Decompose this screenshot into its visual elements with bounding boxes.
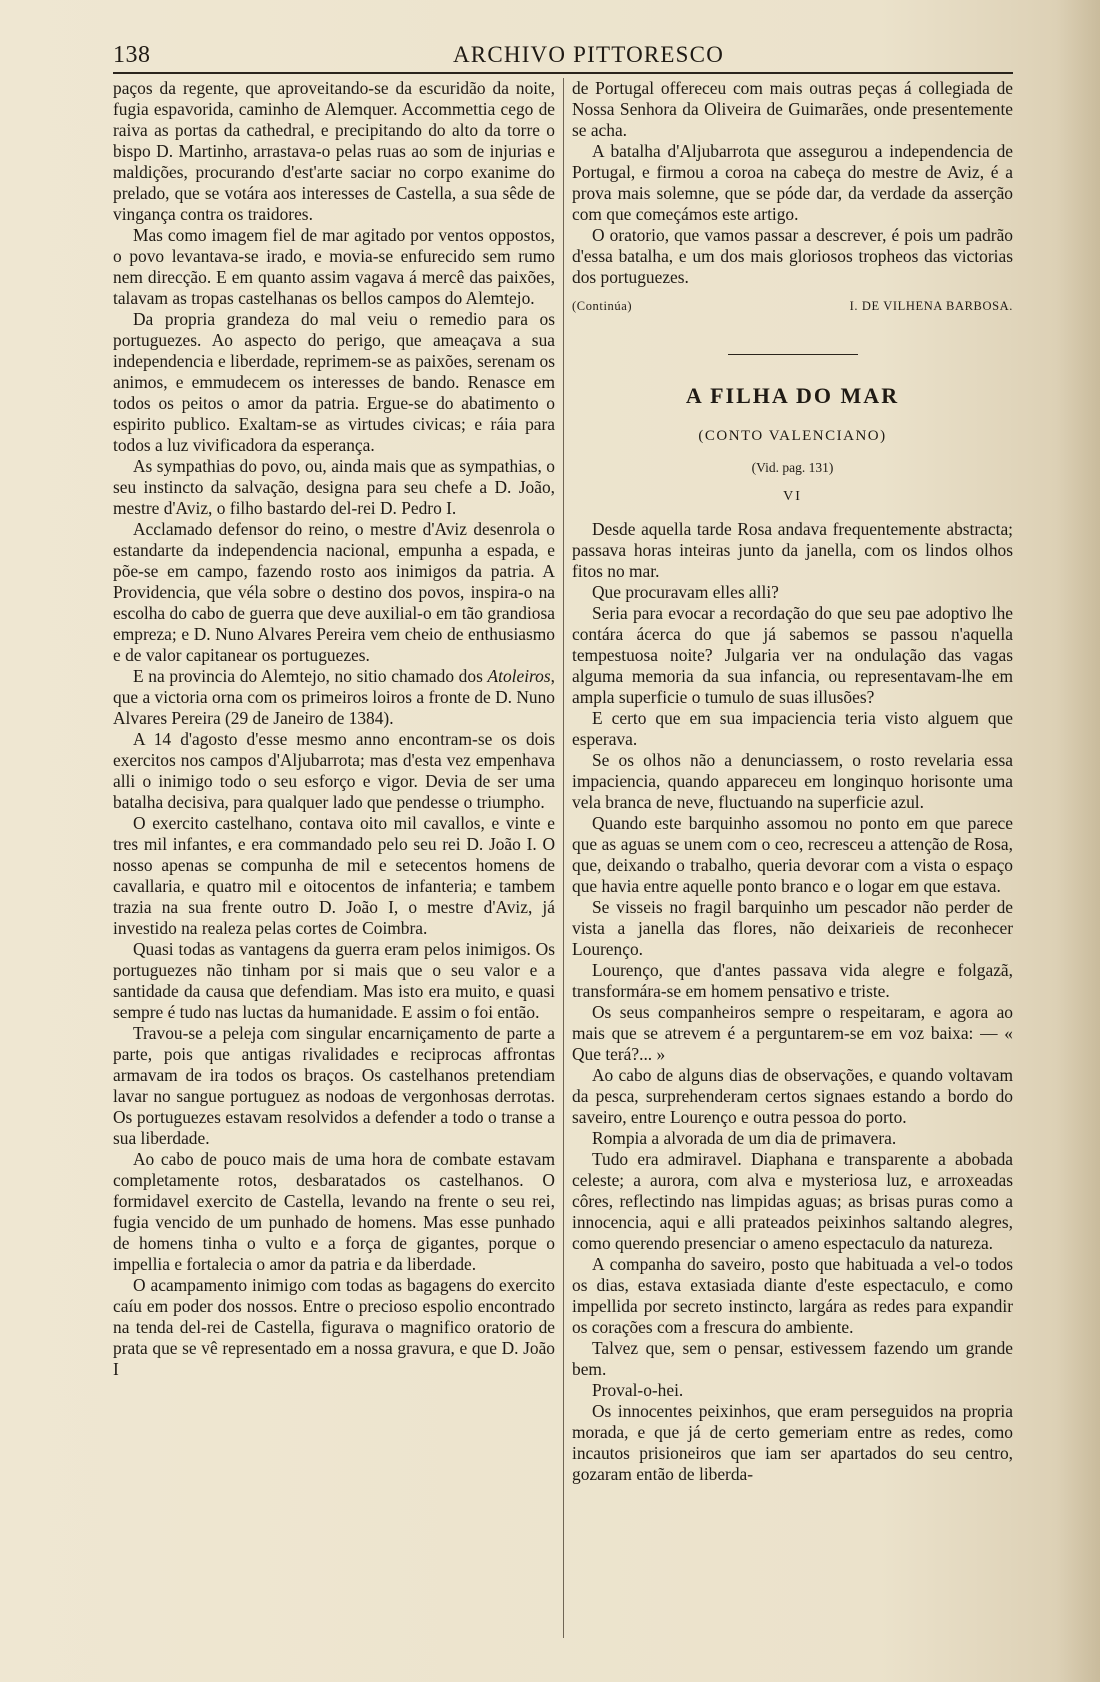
paragraph: Tudo era admiravel. Diaphana e transparente a abobada celeste; a aurora, com alva e mysteriosa luz, e arroxeadas côres, reflectindo nas limpidas aguas; as brisas puras como a innocencia, aqui e alli prateados peixinhos saltando alegres, como querendo presenciar o ameno espectaculo da natureza. [572, 1149, 1013, 1253]
page-number: 138 [113, 42, 151, 68]
paragraph: Os seus companheiros sempre o respeitaram, e agora ao mais que se atrevem é a perguntarem-se em voz baixa: — « Que terá?... » [572, 1002, 1013, 1064]
paragraph: Da propria grandeza do mal veiu o remedio para os portuguezes. Ao aspecto do perigo, que ameaçava a sua independencia e liberdade, reprimem-se as paixões, serenam os animos, e emmudecem os interesses de bando. Renasce em todos os peitos o amor da patria. Ergue-se do abatimento o espirito publico. Exaltam-se as virtudes civicas; e ráia para todos a luz vivificadora da esperança. [113, 309, 555, 455]
paragraph: paços da regente, que aproveitando-se da escuridão da noite, fugia espavorida, caminho de Alemquer. Accommettia cego de raiva as portas da cathedral, e precipitando do alto da torre o bispo D. Martinho, arrastava-o pelas ruas ao som de injurias e maldições, procurando d'est'arte saciar no corpo exanime do prelado, que se votára aos interesses de Castella, a sua sêde de vingança contra os traidores. [113, 78, 555, 224]
paragraph [113, 666, 555, 729]
paragraph: Se visseis no fragil barquinho um pescador não perder de vista a janella das flores, não deixarieis de reconhecer Lourenço. [572, 897, 1013, 959]
paragraph-text: , que a victoria orna com os primeiros loiros a fronte de D. Nuno Alvares Pereira (29 de Janeiro de 1384). [113, 666, 555, 728]
column-divider [563, 78, 564, 1638]
paragraph: Ao cabo de alguns dias de observações, e quando voltavam da pesca, surprehenderam certos signaes estando a bordo do saveiro, entre Lourenço e outra pessoa do porto. [572, 1065, 1013, 1127]
paragraph: Ao cabo de pouco mais de uma hora de combate estavam completamente rotos, desbaratados os castelhanos. O formidavel exercito de Castella, levando na frente o seu rei, fugia vencido de um punhado de homens. Mas esse punhado de homens tinha o vulto e a força de gigantes, porque o impellia e fortalecia o amor da patria e da liberdade. [113, 1149, 555, 1274]
paragraph: As sympathias do povo, ou, ainda mais que as sympathias, o seu instincto da salvação, designa para seu chefe a D. João, mestre d'Aviz, o filho bastardo del-rei D. Pedro I. [113, 456, 555, 518]
section-divider [728, 354, 858, 355]
paragraph: Proval-o-hei. [592, 1380, 684, 1400]
paragraph: O oratorio, que vamos passar a descrever, é pois um padrão d'essa batalha, e um dos mais gloriosos tropheos das victorias dos portuguezes. [572, 225, 1013, 287]
paragraph: Seria para evocar a recordação do que seu pae adoptivo lhe contára ácerca do que já sabemos se passou n'aquella tempestuosa noite? Julgaria ver na ondulação das vagas alguma memoria da sua infancia, ou representavam-lhe em ampla superficie o tumulo de suas illusões? [572, 603, 1013, 707]
continua-label: (Continúa) [572, 299, 633, 313]
page-header [113, 42, 1013, 72]
chapter-number: VI [783, 489, 802, 504]
paragraph: Se os olhos não a denunciassem, o rosto revelaria essa impaciencia, quando appareceu em longinquo horisonte uma vela branca de neve, fluctuando na superficie azul. [572, 750, 1013, 812]
paragraph: Que procuravam elles alli? [592, 582, 779, 602]
paragraph: O exercito castelhano, contava oito mil cavallos, e vinte e tres mil infantes, e era commandado pelo seu rei D. João I. O nosso apenas se compunha de mil e setecentos homens de cavallaria, e quatro mil e oitocentos de infanteria; e tambem trazia na sua frente outro D. João I, o mestre d'Aviz, já investido na realeza pelas cortes de Coimbra. [113, 813, 555, 938]
story-reference: (Vid. pag. 131) [751, 460, 834, 475]
paragraph-text: E na provincia do Alemtejo, no sitio chamado dos [133, 666, 488, 686]
article-signature [572, 296, 1013, 317]
paragraph: Acclamado defensor do reino, o mestre d'Aviz desenrola o estandarte da independencia nacional, empunha a espada, e põe-se em campo, fazendo rosto aos inimigos da patria. A Providencia, que véla sobre o destino dos povos, inspira-o na escolha do cabo de guerra que deve auxilial-o em tão grandiosa empreza; e D. Nuno Alvares Pereira vem cheio de enthusiasmo e de valor capitanear os portuguezes. [113, 519, 555, 665]
header-rule [113, 72, 1013, 74]
paragraph: A batalha d'Aljubarrota que assegurou a independencia de Portugal, e firmou a coroa na cabeça do mestre de Aviz, é a prova mais solemne, que se póde dar, da verdade da asserção com que começámos este artigo. [572, 141, 1013, 224]
paragraph: Desde aquella tarde Rosa andava frequentemente abstracta; passava horas inteiras junto da janella, com os lindos olhos fitos no mar. [572, 519, 1013, 581]
story-title: A FILHA DO MAR [685, 383, 900, 408]
paragraph: A 14 d'agosto d'esse mesmo anno encontram-se os dois exercitos nos campos d'Aljubarrota; mas d'esta vez empenhava alli o inimigo todo o seu esforço e vigor. Devia de ser uma batalha decisiva, para qualquer lado que pendesse o triumpho. [113, 729, 555, 812]
author-name: I. DE VILHENA BARBOSA. [849, 299, 1013, 313]
paragraph: Mas como imagem fiel de mar agitado por ventos oppostos, o povo levantava-se irado, e movia-se enfurecido sem rumo nem direcção. E em quanto assim vagava á mercê das paixões, talavam as tropas castelhanas os bellos campos do Alemtejo. [113, 225, 555, 308]
paragraph: Rompia a alvorada de um dia de primavera. [592, 1128, 897, 1148]
paragraph: Quasi todas as vantagens da guerra eram pelos inimigos. Os portuguezes não tinham por si mais que o seu valor e a santidade da causa que defendiam. Mas isto era muito, e quasi sempre é tudo nas luctas da humanidade. E assim o foi então. [113, 939, 555, 1022]
right-column [572, 78, 1013, 1485]
paragraph: E certo que em sua impaciencia teria visto alguem que esperava. [572, 708, 1013, 749]
paragraph: Talvez que, sem o pensar, estivessem fazendo um grande bem. [572, 1338, 1013, 1379]
paragraph: A companha do saveiro, posto que habituada a vel-o todos os dias, estava extasiada diante d'este espectaculo, e como impellida por secreto instincto, largára as redes para expandir os corações com a frescura do ambiente. [572, 1254, 1013, 1337]
paragraph: Quando este barquinho assomou no ponto em que parece que as aguas se unem com o ceo, recresceu a attenção de Rosa, que, deixando o trabalho, queria devorar com a vista o espaço que havia entre aquelle ponto branco e o logar em que estava. [572, 813, 1013, 896]
story-subtitle: (CONTO VALENCIANO) [698, 428, 887, 444]
paragraph: Os innocentes peixinhos, que eram perseguidos na propria morada, e que já de certo gemeriam entre as redes, como incautos prisioneiros que iam ser apartados do seu centro, gozaram então de liberda- [572, 1401, 1013, 1484]
paragraph: de Portugal offereceu com mais outras peças á collegiada de Nossa Senhora da Oliveira de Guimarães, onde presentemente se acha. [572, 78, 1013, 140]
paragraph: O acampamento inimigo com todas as bagagens do exercito caíu em poder dos nossos. Entre o precioso espolio encontrado na tenda del-rei de Castella, figurava o magnifico oratorio de prata que se vê representado em a nossa gravura, e que D. João I [113, 1275, 555, 1379]
running-title: ARCHIVO PITTORESCO [453, 42, 725, 67]
paragraph: Travou-se a peleja com singular encarniçamento de parte a parte, pois que antigas rivalidades e reciprocas affrontas armavam de ira todos os braços. Os castelhanos pretendiam lavar no sangue portuguez as nodoas de vergonhosas derrotas. Os portuguezes estavam resolvidos a defender a todo o transe a sua liberdade. [113, 1023, 555, 1148]
place-name-italic: Atoleiros [487, 666, 551, 686]
paragraph: Lourenço, que d'antes passava vida alegre e folgazã, transformára-se em homem pensativo e triste. [572, 960, 1013, 1001]
left-column [113, 78, 555, 1380]
